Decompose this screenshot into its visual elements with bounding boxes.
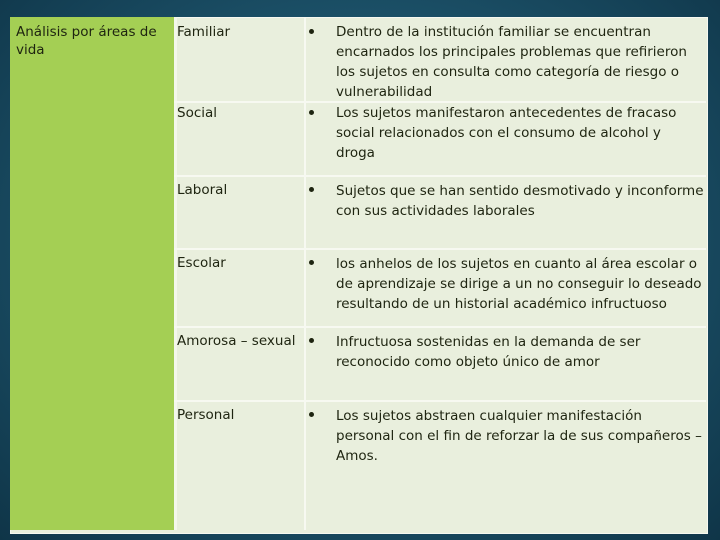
- row-category: Social: [177, 105, 218, 121]
- row-category: Amorosa – sexual: [177, 333, 296, 349]
- row-description: los anhelos de los sujetos en cuanto al área escolar o de aprendizaje se dirige a un no conseguir lo deseado resultando de un historial académico infructuoso: [336, 256, 702, 312]
- bullet-icon: [309, 412, 314, 417]
- table-row: [174, 101, 706, 177]
- row-description: Sujetos que se han sentido desmotivado y inconforme con sus actividades laborales: [336, 183, 704, 219]
- row-description: Infructuosa sostenidas en la demanda de ser reconocido como objeto único de amor: [336, 334, 641, 370]
- bullet-icon: [309, 338, 314, 343]
- area-column: [10, 17, 177, 530]
- row-category: Laboral: [177, 182, 228, 198]
- area-header: Análisis por áreas de vida: [16, 24, 157, 58]
- row-category: Familiar: [177, 24, 231, 40]
- bullet-icon: [309, 260, 314, 265]
- table-row: [174, 326, 706, 402]
- bullet-icon: [309, 110, 314, 115]
- bullet-icon: [309, 187, 314, 192]
- row-description: Los sujetos abstraen cualquier manifestación personal con el fin de reforzar la de sus compañeros – Amos.: [336, 408, 702, 464]
- table-row: [174, 175, 706, 250]
- table-row: [174, 17, 706, 103]
- bullet-icon: [309, 29, 314, 34]
- row-category: Escolar: [177, 255, 226, 271]
- row-description: Dentro de la institución familiar se encuentran encarnados los principales problemas que refirieron los sujetos en consulta como categoría de riesgo o vulnerabilidad: [336, 24, 687, 100]
- row-description: Los sujetos manifestaron antecedentes de fracaso social relacionados con el consumo de alcohol y droga: [336, 105, 677, 161]
- table-row: [174, 248, 706, 328]
- table-row: [174, 400, 706, 530]
- row-category: Personal: [177, 407, 235, 423]
